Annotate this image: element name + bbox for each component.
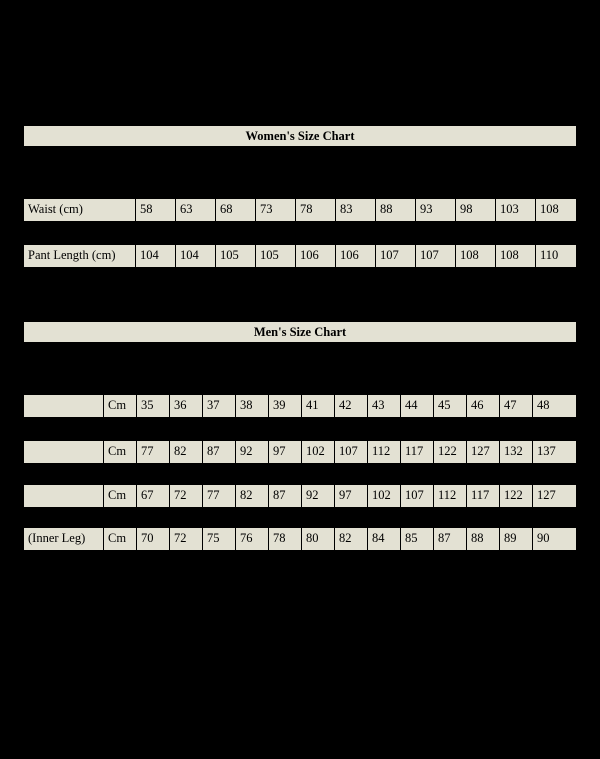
table-cell: 87 [269,485,302,507]
table-cell: 48 [533,395,566,417]
table-cell: 58 [136,199,176,221]
table-cell: 78 [296,199,336,221]
table-cell: 104 [176,245,216,267]
table-cell: 35 [137,395,170,417]
table-cell: 63 [176,199,216,221]
table-cell: 90 [533,528,566,550]
table-cell: 76 [236,528,269,550]
unit-cell: Cm [104,485,137,507]
row-label: Waist (cm) [24,199,136,221]
row-label: Pant Length (cm) [24,245,136,267]
table-row [24,441,576,463]
table-cell: 38 [236,395,269,417]
table-cell: 47 [500,395,533,417]
table-cell: 45 [434,395,467,417]
table-row [24,199,576,221]
table-cell: 82 [335,528,368,550]
table-cell: 41 [302,395,335,417]
table-cell: 43 [368,395,401,417]
table-cell: 92 [302,485,335,507]
table-cell: 39 [269,395,302,417]
table-cell: 80 [302,528,335,550]
table-cell: 92 [236,441,269,463]
table-cell: 98 [456,199,496,221]
table-cell: 105 [256,245,296,267]
table-cell: 87 [434,528,467,550]
table-cell: 102 [368,485,401,507]
table-cell: 102 [302,441,335,463]
table-cell: 127 [467,441,500,463]
table-cell: 110 [536,245,576,267]
table-cell: 82 [170,441,203,463]
table-cell: 70 [137,528,170,550]
table-row [24,395,576,417]
table-cell: 137 [533,441,566,463]
table-cell: 108 [536,199,576,221]
table-cell: 83 [336,199,376,221]
table-cell: 93 [416,199,456,221]
table-cell: 36 [170,395,203,417]
table-cell: 84 [368,528,401,550]
row-label [24,485,104,507]
table-cell: 88 [467,528,500,550]
womens-size-chart-title: Women's Size Chart [24,126,576,146]
table-cell: 108 [496,245,536,267]
table-cell: 67 [137,485,170,507]
mens-size-chart-title: Men's Size Chart [24,322,576,342]
table-cell: 108 [456,245,496,267]
table-cell: 44 [401,395,434,417]
table-cell: 122 [434,441,467,463]
unit-cell: Cm [104,528,137,550]
table-row [24,245,576,267]
table-cell: 107 [401,485,434,507]
table-cell: 97 [335,485,368,507]
table-cell: 112 [368,441,401,463]
table-cell: 105 [216,245,256,267]
table-cell: 78 [269,528,302,550]
unit-cell: Cm [104,441,137,463]
table-cell: 103 [496,199,536,221]
table-cell: 107 [416,245,456,267]
table-cell: 107 [335,441,368,463]
table-cell: 73 [256,199,296,221]
table-cell: 122 [500,485,533,507]
table-cell: 88 [376,199,416,221]
table-cell: 89 [500,528,533,550]
table-cell: 104 [136,245,176,267]
table-cell: 68 [216,199,256,221]
table-cell: 106 [296,245,336,267]
table-cell: 97 [269,441,302,463]
row-label [24,395,104,417]
row-label [24,441,104,463]
table-cell: 72 [170,528,203,550]
table-row [24,528,576,550]
table-cell: 106 [336,245,376,267]
table-cell: 132 [500,441,533,463]
table-cell: 127 [533,485,566,507]
table-cell: 85 [401,528,434,550]
unit-cell: Cm [104,395,137,417]
table-cell: 117 [467,485,500,507]
table-row [24,485,576,507]
table-cell: 82 [236,485,269,507]
table-cell: 77 [203,485,236,507]
table-cell: 117 [401,441,434,463]
table-cell: 46 [467,395,500,417]
table-cell: 112 [434,485,467,507]
table-cell: 37 [203,395,236,417]
table-cell: 72 [170,485,203,507]
table-cell: 77 [137,441,170,463]
table-cell: 87 [203,441,236,463]
row-label: (Inner Leg) [24,528,104,550]
table-cell: 107 [376,245,416,267]
table-cell: 42 [335,395,368,417]
table-cell: 75 [203,528,236,550]
